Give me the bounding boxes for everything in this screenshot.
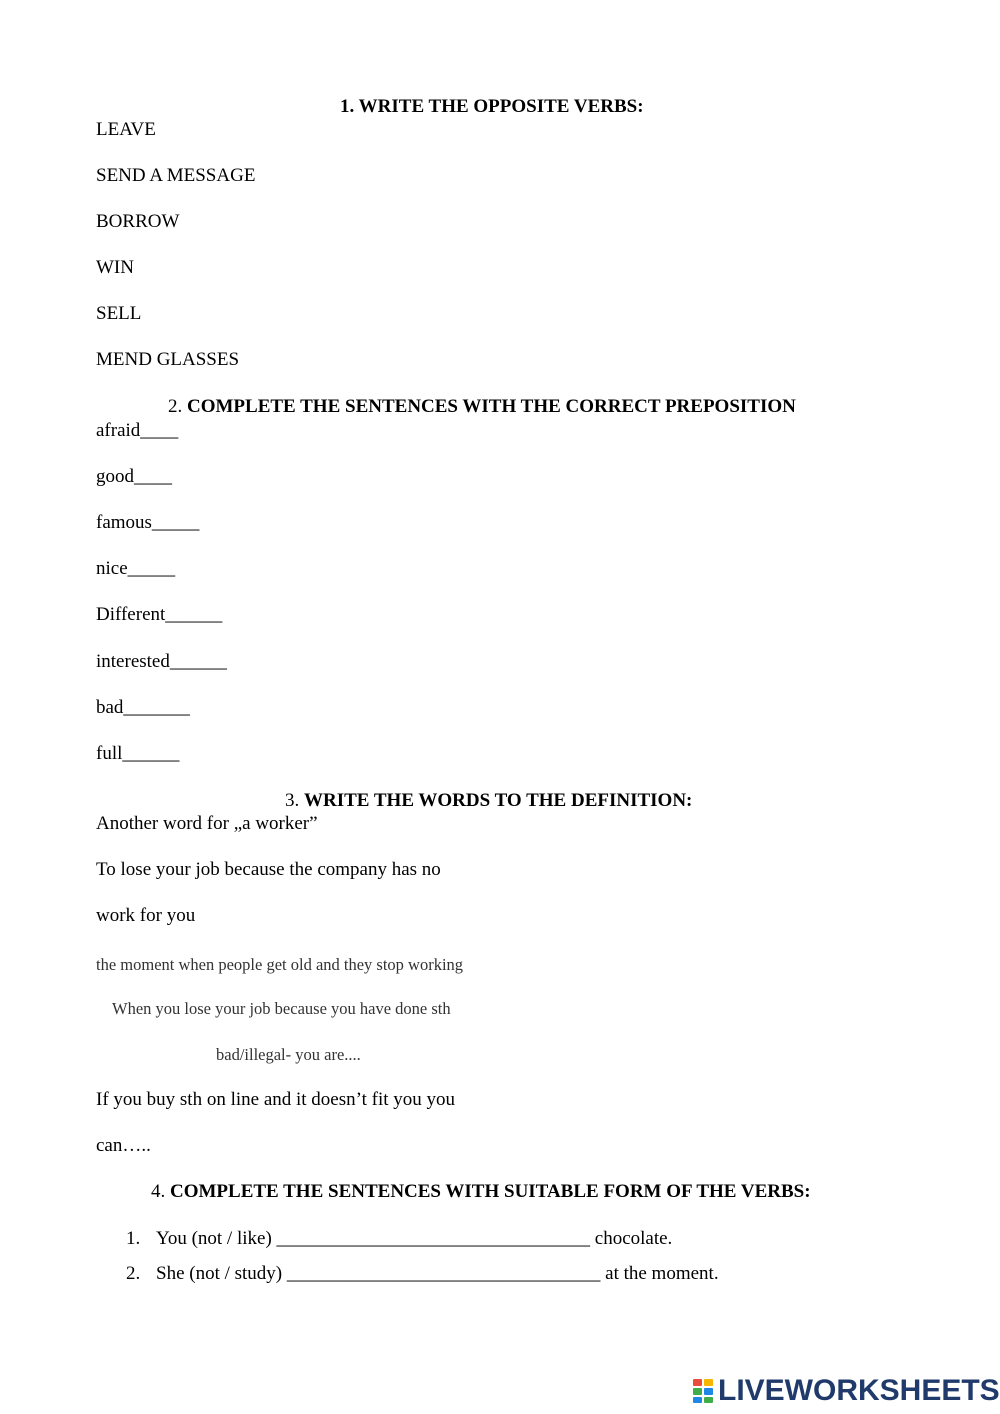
section4-heading-text: COMPLETE THE SENTENCES WITH SUITABLE FORM OF THE VERBS: [170, 1181, 811, 1202]
section1-item-win: WIN [96, 257, 134, 278]
section3-definition-lose-job-line2: work for you [96, 905, 196, 926]
section1-heading: 1. WRITE THE OPPOSITE VERBS: [340, 96, 644, 117]
section1-item-leave: LEAVE [96, 119, 156, 140]
section2-item-nice: nice_____ [96, 558, 176, 579]
section3-definition-worker: Another word for „a worker” [96, 813, 318, 834]
section4-item-2-sentence: She (not / study) _________________________________ at the moment. [156, 1263, 719, 1284]
section2-item-good: good____ [96, 466, 172, 487]
section3-heading [285, 790, 692, 812]
section2-item-different: Different______ [96, 604, 223, 625]
section3-heading-text: WRITE THE WORDS TO THE DEFINITION: [304, 790, 693, 811]
section2-item-afraid: afraid____ [96, 420, 179, 441]
section4-item-1-number: 1. [126, 1228, 141, 1249]
section2-heading [168, 396, 796, 418]
section4-item-2-number: 2. [126, 1263, 141, 1284]
section4-item-1-sentence: You (not / like) _________________________________ chocolate. [156, 1228, 673, 1249]
section2-heading-text: COMPLETE THE SENTENCES WITH THE CORRECT PREPOSITION [187, 396, 796, 417]
section2-item-full: full______ [96, 743, 180, 764]
section3-number: 3. [285, 790, 300, 811]
liveworksheets-logo-text: LIVEWORKSHEETS [718, 1374, 1000, 1407]
section3-definition-return-line2: can….. [96, 1135, 151, 1156]
section1-item-sell: SELL [96, 303, 142, 324]
section4-heading [151, 1181, 811, 1203]
section3-definition-fired-line1: When you lose your job because you have done sth [112, 999, 451, 1018]
section1-item-mend-glasses: MEND GLASSES [96, 349, 240, 370]
section3-definition-retirement: the moment when people get old and they stop working [96, 955, 464, 974]
section4-number: 4. [151, 1181, 166, 1202]
section2-item-famous: famous_____ [96, 512, 200, 533]
section2-number: 2. [168, 396, 183, 417]
section3-definition-lose-job-line1: To lose your job because the company has no [96, 859, 441, 880]
section3-definition-fired-line2: bad/illegal- you are.... [216, 1045, 361, 1064]
section2-item-bad: bad_______ [96, 697, 190, 718]
section3-definition-return-line1: If you buy sth on line and it doesn’t fit you you [96, 1089, 456, 1110]
section1-item-borrow: BORROW [96, 211, 180, 232]
liveworksheets-logo [692, 1375, 1000, 1407]
section2-item-interested: interested______ [96, 651, 227, 672]
section1-item-send-message: SEND A MESSAGE [96, 165, 256, 186]
liveworksheets-logo-icon [692, 1378, 714, 1404]
